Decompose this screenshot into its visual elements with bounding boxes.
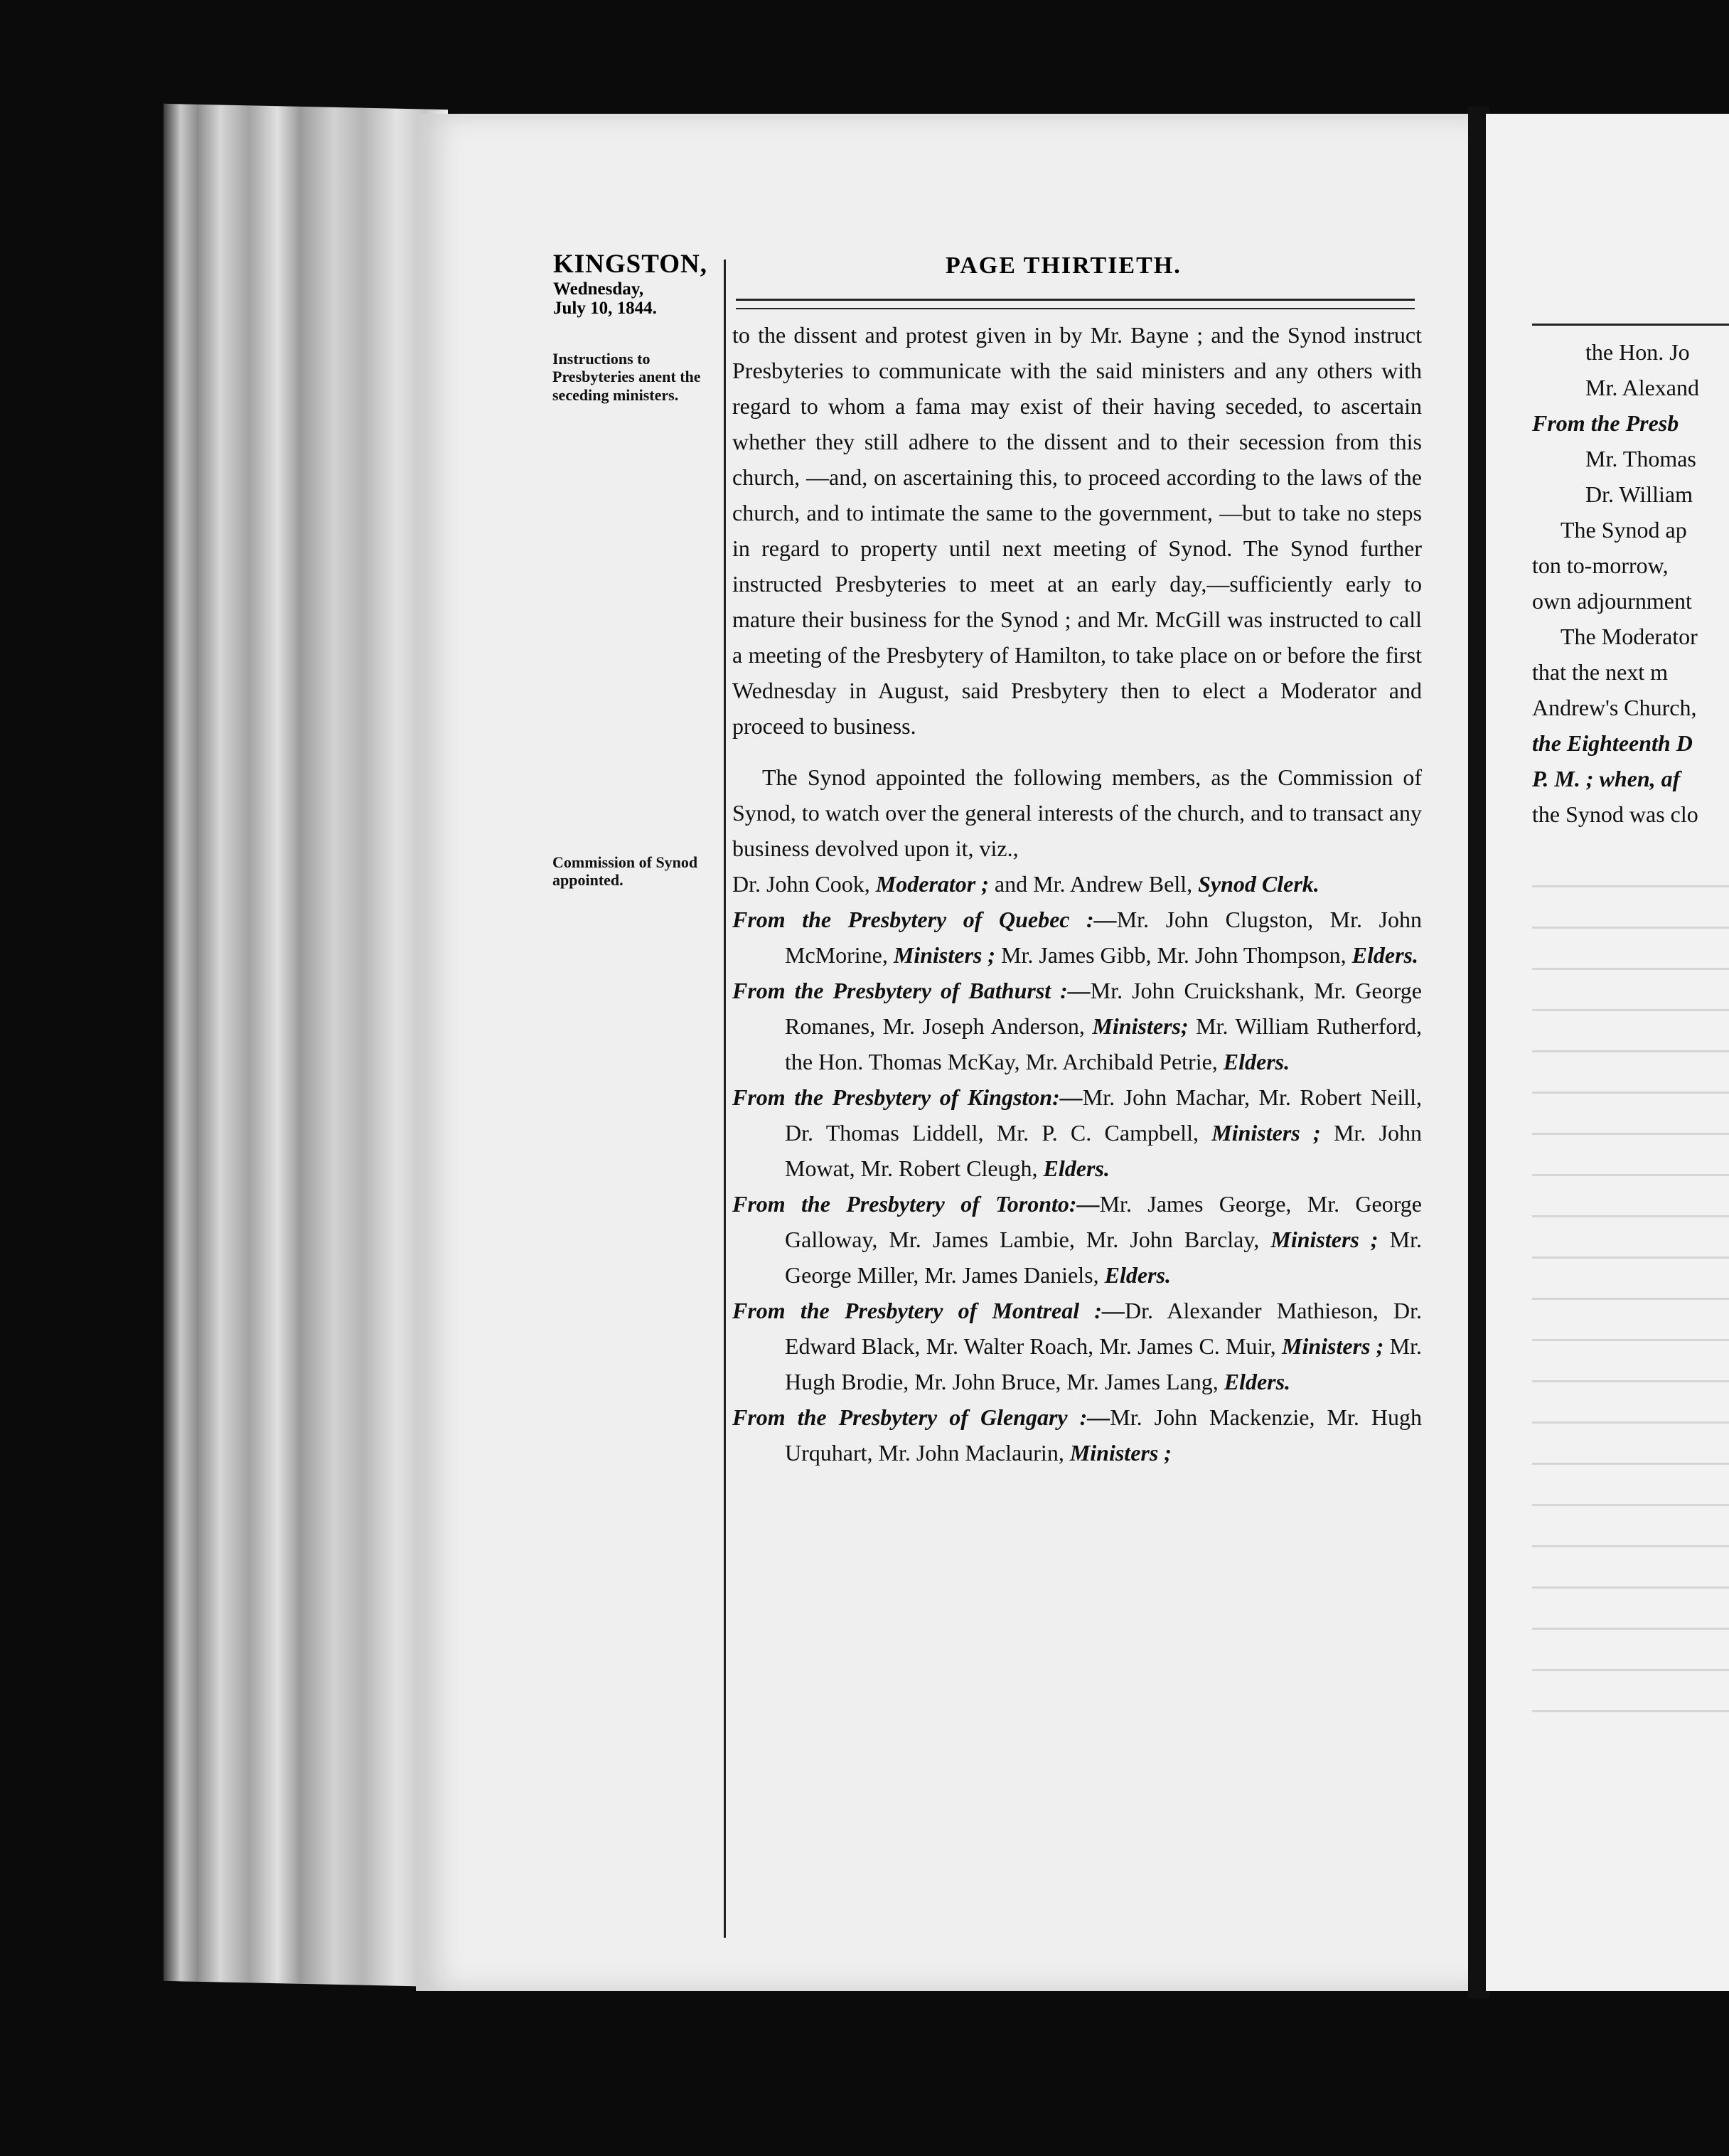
presbytery-elders: Mr. Hugh Brodie, Mr. John Bruce, Mr. James Lang, (785, 1333, 1422, 1394)
ministers-word: Ministers ; (1270, 1227, 1379, 1252)
moderator-name: Dr. John Cook, (732, 871, 870, 897)
right-line: that the next m (1532, 659, 1669, 685)
running-head-place-date (553, 250, 707, 319)
elders-word: Elders. (1104, 1262, 1171, 1288)
header-place: KINGSTON, (553, 250, 708, 279)
right-line: Mr. Thomas (1585, 446, 1696, 471)
faint-showthrough (1532, 846, 1729, 1742)
right-line: the Synod was clo (1532, 801, 1698, 827)
presbytery-label: From the Presbytery of Glengary :— (732, 1404, 1110, 1430)
presbytery-elders: Mr. William Rutherford, the Hon. Thomas McKay, Mr. Archibald Petrie, (785, 1013, 1423, 1074)
moderator-title: Moderator ; (875, 871, 989, 897)
page-title: PAGE THIRTIETH. (946, 252, 1182, 279)
presbytery-elders: Mr. John Mowat, Mr. Robert Cleugh, (785, 1120, 1423, 1181)
ministers-word: Ministers ; (1069, 1440, 1172, 1466)
ministers-word: Ministers ; (1211, 1120, 1321, 1146)
right-line: the Eighteenth D (1532, 730, 1693, 756)
margin-note-commission: Commission of Synod appointed. (552, 853, 698, 890)
presbytery-label: From the Presbytery of Quebec :— (732, 907, 1117, 932)
presbytery-label: From the Presbytery of Montreal :— (732, 1298, 1125, 1323)
right-header-rule (1532, 324, 1729, 330)
paragraph-commission: The Synod appointed the following members, as the Commission of Synod, to watch over the general interests of the church, and to transact any business devolved upon it, viz., (732, 764, 1422, 861)
right-line: Andrew's Church, (1532, 695, 1697, 720)
margin-divider-rule (724, 260, 726, 1938)
presbytery-elders: Mr. James Gibb, Mr. John Thompson, (1001, 942, 1347, 968)
right-line: ton to-morrow, (1532, 553, 1669, 578)
elders-word: Elders. (1224, 1369, 1291, 1394)
presbytery-entry (732, 1079, 1422, 1186)
right-line: The Synod ap (1561, 517, 1687, 543)
header-double-rule (736, 299, 1415, 309)
right-line: own adjournment (1532, 588, 1692, 614)
book-page-edges (164, 104, 448, 1987)
header-date: July 10, 1844. (553, 299, 657, 319)
presbytery-entry (732, 1293, 1422, 1399)
presbytery-elders: Mr. George Miller, Mr. James Daniels, (785, 1227, 1423, 1288)
clerk-title: Synod Clerk. (1198, 871, 1320, 897)
presbytery-ministers: Mr. John Machar, Mr. Robert Neill, Dr. Thomas Liddell, Mr. P. C. Campbell, (785, 1084, 1423, 1146)
presbytery-ministers: Mr. John Cruickshank, Mr. George Romanes, Mr. Joseph Anderson, (785, 978, 1423, 1039)
right-line: From the Presb (1532, 410, 1679, 436)
presbytery-label: From the Presbytery of Toronto:— (732, 1191, 1100, 1217)
margin-note-instructions: Instructions to Presbyteries anent the seceding ministers. (552, 350, 701, 404)
right-line: the Hon. Jo (1585, 339, 1690, 365)
main-text (732, 317, 1422, 1471)
presbytery-ministers: Mr. John Clugston, Mr. John McMorine, (785, 907, 1423, 968)
elders-word: Elders. (1043, 1156, 1110, 1181)
paragraph-instructions: to the dissent and protest given in by Mr. Bayne ; and the Synod instruct Presbyteries to communicate with the said ministers and any others with regard to whom a fama may exist of their having seceded, to ascertain whether they still adhere to the dissent and to their secession from this church, —and, on ascertaining this, to proceed according to the laws of the church, and to intimate the same to the government, —but to take no steps in regard to property until next meeting of Synod. The Synod further instructed Presbyteries to meet at an early day,—sufficiently early to mature their business for the Synod ; and Mr. McGill was instructed to call a meeting of the Presbytery of Hamilton, to take place on or before the first Wednesday in August, said Presbytery then to elect a Moderator and proceed to business. (732, 322, 1422, 739)
right-line: Mr. Alexand (1585, 375, 1699, 400)
right-line: P. M. ; when, af (1532, 766, 1681, 791)
ministers-word: Ministers ; (893, 942, 995, 968)
officers-entry (732, 866, 1422, 902)
presbytery-ministers: Mr. James George, Mr. George Galloway, Mr. James Lambie, Mr. John Barclay, (785, 1191, 1423, 1252)
ministers-word: Ministers; (1092, 1013, 1189, 1039)
presbytery-ministers: Dr. Alexander Mathieson, Dr. Edward Black, Mr. Walter Roach, Mr. James C. Muir, (785, 1298, 1423, 1359)
presbytery-entry (732, 1399, 1422, 1471)
clerk-name: and Mr. Andrew Bell, (994, 871, 1193, 897)
right-line: Dr. William (1585, 481, 1693, 507)
elders-word: Elders. (1223, 1049, 1290, 1074)
elders-word: Elders. (1351, 942, 1418, 968)
presbytery-entry (732, 902, 1422, 973)
presbytery-ministers: Mr. John Mackenzie, Mr. Hugh Urquhart, Mr. John Maclaurin, (785, 1404, 1423, 1466)
right-page-text (1532, 334, 1699, 832)
header-day: Wednesday, (553, 279, 644, 299)
presbytery-label: From the Presbytery of Bathurst :— (732, 978, 1091, 1003)
ministers-word: Ministers ; (1282, 1333, 1384, 1359)
right-line: The Moderator (1561, 624, 1698, 649)
presbytery-entry (732, 973, 1422, 1079)
presbytery-label: From the Presbytery of Kingston:— (732, 1084, 1083, 1110)
presbytery-entry (732, 1186, 1422, 1293)
